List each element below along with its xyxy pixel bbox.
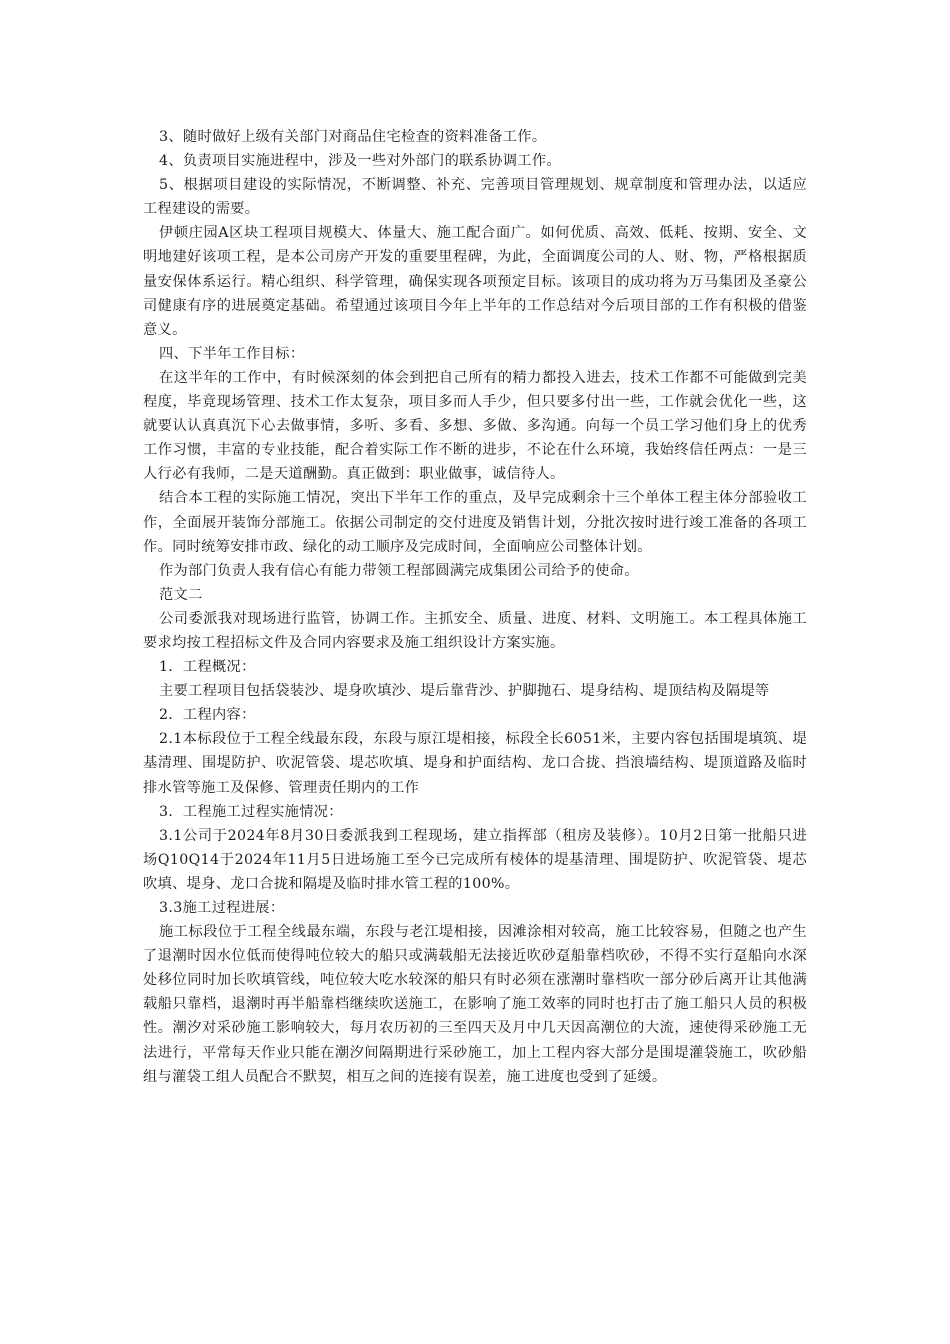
paragraph: 伊顿庄园A区块工程项目规模大、体量大、施工配合面广。如何优质、高效、低耗、按期、安全、文明地建好该项工程，是本公司房产开发的重要里程碑，为此，全面调度公司的人、财、物，严格根据质量安保体系运行。精心组织、科学管理，确保实现各项预定目标。该项目的成功将为万马集团及圣豪公司健康有序的进展奠定基础。希望通过该项目今年上半年的工作总结对今后项目部的工作有积极的借鉴意义。	[143, 225, 807, 338]
paragraph: 3、随时做好上级有关部门对商品住宅检查的资料准备工作。	[159, 129, 547, 145]
paragraph: 4、负责项目实施进程中，涉及一些对外部门的联系协调工作。	[159, 153, 561, 170]
section-heading: 范文二	[159, 586, 203, 603]
document-page	[143, 125, 807, 1089]
section-heading: 1．工程概况：	[159, 659, 256, 676]
section-heading: 四、下半年工作目标：	[159, 345, 305, 362]
section-heading: 2．工程内容：	[159, 707, 256, 724]
paragraph: 在这半年的工作中，有时候深刻的体会到把自己所有的精力都投入进去，技术工作都不可能做到完美程度，毕竟现场管理、技术工作太复杂，项目多而人手少，但只要多付出一些，工作就会优化一些，这就要认认真真沉下心去做事情，多听、多看、多想、多做、多沟通。向每一个员工学习他们身上的优秀工作习惯，丰富的专业技能，配合着实际工作不断的进步，不论在什么环境，我始终信任两点：一是三人行必有我师，二是天道酬勤。真正做到：职业做事，诚信待人。	[143, 369, 807, 483]
paragraph: 5、根据项目建设的实际情况，不断调整、补充、完善项目管理规划、规章制度和管理办法，以适应工程建设的需要。	[143, 177, 807, 218]
section-heading: 3．工程施工过程实施情况：	[159, 803, 343, 820]
paragraph: 3.1公司于2024年8月30日委派我到工程现场，建立指挥部（租房及装修）。10月2日第一批船只进场Q10Q14于2024年11月5日进场施工至今已完成所有棱体的堤基清理、围堤防护、吹泥管袋、堤芯吹填、堤身、龙口合拢和隔堤及临时排水管工程的100%。	[143, 827, 807, 892]
paragraph: 作为部门负责人我有信心有能力带领工程部圆满完成集团公司给予的使命。	[159, 562, 639, 579]
paragraph: 主要工程项目包括袋装沙、堤身吹填沙、堤后靠背沙、护脚抛石、堤身结构、堤顶结构及隔堤等	[159, 683, 770, 700]
paragraph: 施工标段位于工程全线最东端，东段与老江堤相接，因滩涂相对较高，施工比较容易，但随之也产生了退潮时因水位低而使得吨位较大的船只或满载船无法接近吹砂趸船靠档吹砂，不得不实行趸船向水深处移位同时加长吹填管线，吨位较大吃水较深的船只有时必须在涨潮时靠档吹一部分砂后离开让其他满载船只靠档，退潮时再半船靠档继续吹送施工，在影响了施工效率的同时也打击了施工船只人员的积极性。潮汐对采砂施工影响较大，每月农历初的三至四天及月中几天因高潮位的大流，速使得采砂施工无法进行，平常每天作业只能在潮汐间隔期进行采砂施工，加上工程内容大部分是围堤灌袋施工，吹砂船组与灌袋工组人员配合不默契，相互之间的连接有误差，施工进度也受到了延缓。	[143, 924, 807, 1085]
paragraph: 2.1本标段位于工程全线最东段，东段与原江堤相接，标段全长6051米，主要内容包括围堤填筑、堤基清理、围堤防护、吹泥管袋、堤芯吹填、堤身和护面结构、龙口合拢、挡浪墙结构、堤顶道路及临时排水管等施工及保修、管理责任期内的工作	[143, 731, 807, 796]
paragraph: 公司委派我对现场进行监管，协调工作。主抓安全、质量、进度、材料、文明施工。本工程具体施工要求均按工程招标文件及合同内容要求及施工组织设计方案实施。	[143, 610, 807, 651]
paragraph: 结合本工程的实际施工情况，突出下半年工作的重点，及早完成剩余十三个单体工程主体分部验收工作，全面展开装饰分部施工。依据公司制定的交付进度及销售计划，分批次按时进行竣工准备的各项工作。同时统筹安排市政、绿化的动工顺序及完成时间，全面响应公司整体计划。	[143, 490, 807, 555]
section-heading: 3.3施工过程进展：	[159, 900, 285, 916]
